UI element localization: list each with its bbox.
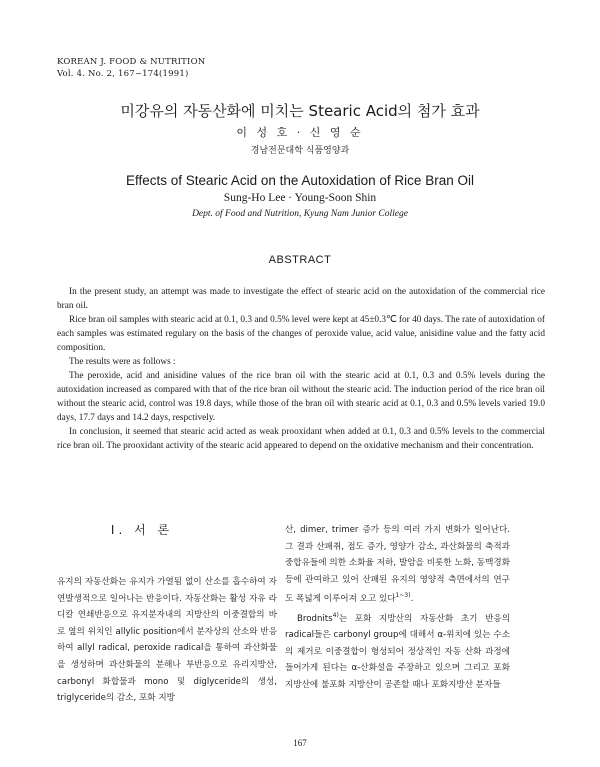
body-column-left [57, 574, 277, 707]
abstract-body [57, 285, 545, 453]
journal-header [57, 56, 205, 80]
body-text: 산, dimer, trimer 증가 등의 여러 가지 변화가 일어난다. 그 결과 산패취, 점도 증가, 영양가 감소, 과산화물의 축적과 중합유들에 의한 소화율 저하, 발암을 비롯한 노화, 동맥경화 등에 관여하고 있어 산패된 유지의 영양적 측면에서의 연구도 폭넓게 이루어져 오고 있다 [285, 525, 510, 605]
body-paragraph [285, 608, 510, 694]
title-english: Effects of Stearic Acid on the Autoxidation of Rice Bran Oil [126, 173, 474, 188]
reference-superscript: 4) [332, 611, 339, 619]
body-column-right [285, 522, 510, 694]
title-korean: 미강유의 자동산화에 미치는 Stearic Acid의 첨가 효과 [120, 102, 480, 120]
author-name: Brodnits [297, 613, 333, 624]
authors-english: Sung-Ho Lee · Young-Soon Shin [223, 192, 377, 204]
affiliation-korean: 경남전문대학 식품영양과 [250, 146, 350, 156]
body-paragraph: 유지의 자동산화는 유지가 가열됨 없이 산소를 흡수하여 자연발생적으로 일어나는 반응이다. 자동산화는 활성 자유 라디칼 연쇄반응으로 유지분자내의 지방산의 이중결합의 바로 옆의 위치인 allylic position에서 분자상의 산소와 반응하여 allyl radical, peroxide radical을 통하여 과산화물을 생성하며 과산화물의 분해나 부반응으로 유리지방산, carbonyl 화합물과 mono 및 diglyceride의 생성, triglyceride의 감소, 포화 지방 [57, 577, 277, 704]
abstract-paragraph: Rice bran oil samples with stearic acid at 0.1, 0.3 and 0.5% level were kept at 45±0.3℃ for 40 days. The rate of autoxidation of each samples was estimated regulary on the basis of the changes of peroxide value, acid value, anisidine value and the fatty acid composition. [57, 315, 545, 353]
section-heading-introduction: I. 서 론 [110, 523, 174, 537]
page-number: 167 [293, 738, 307, 748]
body-text: . [410, 594, 414, 605]
body-text: 는 포화 지방산의 자동산화 초기 반응의 radical들은 carbonyl group에 대해서 α-위치에 있는 수소의 제거로 이중결합이 형성되어 정상적인 자동 산화 과정에 들어가게 된다는 α-산화설을 주장하고 있으며 그리고 포화 지방산에 불포화 지방산이 공존할 때나 포화지방산 분자들 [285, 613, 510, 691]
reference-superscript: 1~3) [395, 592, 411, 600]
affiliation-english: Dept. of Food and Nutrition, Kyung Nam Junior College [192, 209, 408, 219]
abstract-paragraph: The peroxide, acid and anisidine values of the rice bran oil with the stearic acid at 0.1, 0.3 and 0.5% levels during the autoxidation increased as compared with that of the rice bran oil without the stearic acid. The induction period of the rice bran oil without the stearic acid, control was 19.8 days, while those of the bran oil with stearic acid at 0.1, 0.3 and 0.5% levels varied 19.0 days, 17.7 days and 14.2 days, respctively. [57, 371, 545, 423]
abstract-paragraph: In conclusion, it seemed that stearic acid acted as weak prooxidant when added at 0.1, 0.3 and 0.5% levels to the commercial rice bran oil. The prooxidant activity of the stearic acid appeared to depend on the oxidative mechanism and their concentration. [57, 427, 545, 451]
journal-name: KOREAN J. FOOD & NUTRITION [57, 57, 206, 67]
abstract-paragraph: In the present study, an attempt was made to investigate the effect of stearic acid on the autoxidation of the commercial rice bran oil. [57, 287, 545, 311]
abstract-paragraph: The results were as follows : [69, 357, 176, 367]
abstract-heading: ABSTRACT [268, 254, 332, 266]
journal-volume: Vol. 4. No. 2, 167~174(1991) [57, 69, 189, 79]
authors-korean: 이 성 호 · 신 영 순 [236, 126, 364, 139]
body-paragraph [285, 522, 510, 608]
